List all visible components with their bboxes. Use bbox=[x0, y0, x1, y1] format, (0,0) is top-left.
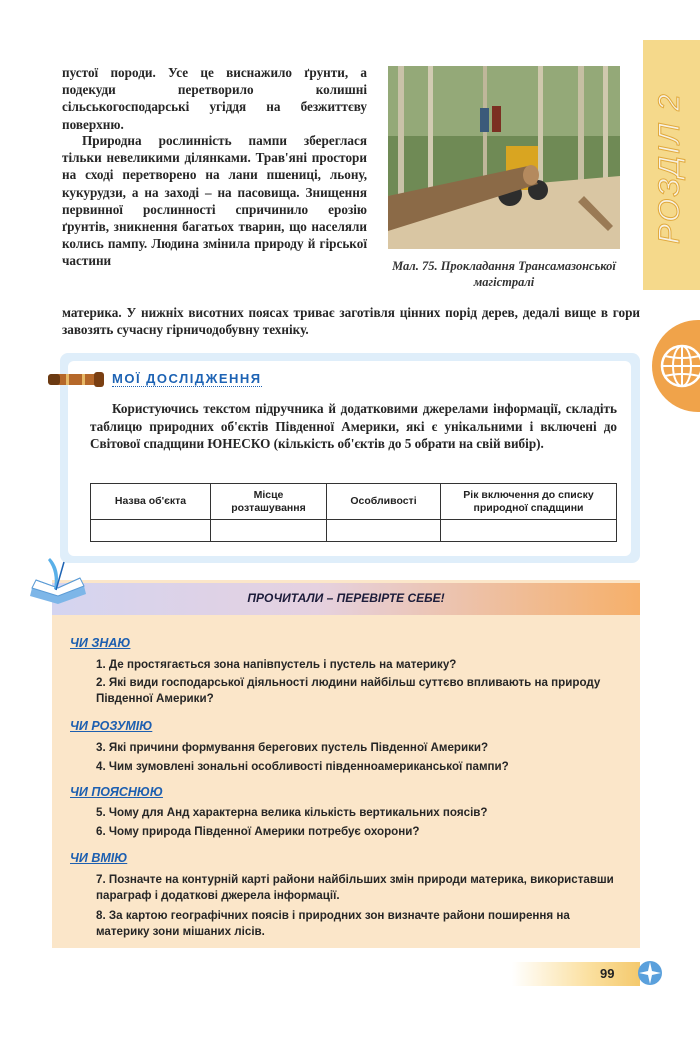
section-can: ЧИ ВМІЮ bbox=[70, 851, 128, 865]
road-construction-photo bbox=[388, 66, 620, 249]
paragraph-2: Природна рослинність пампи збереглася тільки невеликими ділянками. Трав'яні простори на сході перетворено на лани пшениці, льону, кукурудзи, а на заході – на пасовища. Знищення первинної рослинності спричинило ерозію ґрунтів, зникнення багатьох тварин, що населяли колись пампу. Людина змінила природу й гірської частини bbox=[62, 133, 367, 269]
question-3: 3. Які причини формування берегових пустель Південної Америки? bbox=[96, 741, 489, 754]
question-2: 2. Які види господарської діяльності людини найбільш суттєво впливають на природу Південної Америки? bbox=[96, 676, 601, 705]
globe-icon bbox=[660, 338, 700, 394]
figure-caption: Мал. 75. Прокладання Трансамазонської магістралі bbox=[392, 259, 616, 289]
research-task: Користуючись текстом підручника й додатковими джерелами інформації, складіть таблицю природних об'єктів Південної Америки, які є унікальними і включені до Світової спадщини ЮНЕСКО (кількість об'єктів до 5 обрати на свій вибір). bbox=[90, 401, 617, 451]
research-table bbox=[90, 483, 617, 542]
question-7: 7. Позначте на контурній карті райони найбільших змін природи материка, використавши параграф і додаткові джерела інформації. bbox=[96, 873, 614, 902]
section-explain: ЧИ ПОЯСНЮЮ bbox=[70, 785, 163, 799]
book-quill-icon bbox=[22, 556, 92, 616]
question-5: 5. Чому для Анд характерна велика кількість вертикальних поясів? bbox=[96, 806, 488, 819]
self-check-title: ПРОЧИТАЛИ – ПЕРЕВІРТЕ СЕБЕ! bbox=[247, 591, 445, 605]
table-header-year: Рік включення до списку природної спадщини bbox=[441, 484, 617, 520]
section-know: ЧИ ЗНАЮ bbox=[70, 636, 131, 650]
table-header-name: Назва об'єкта bbox=[91, 484, 211, 520]
paragraph-1: пустої породи. Усе це виснажило ґрунти, а подекуди перетворило колишні сільськогосподарські угіддя на безжиттєву поверхню. bbox=[62, 65, 367, 132]
table-header-features: Особливості bbox=[327, 484, 441, 520]
section-understand: ЧИ РОЗУМІЮ bbox=[70, 719, 153, 733]
paragraph-3: материка. У нижніх висотних поясах триває заготівля цінних порід дерев, дедалі вище в гори завозять сучасну гірничодобувну техніку. bbox=[62, 305, 640, 338]
compass-star-icon bbox=[637, 960, 663, 986]
research-title: МОЇ ДОСЛІДЖЕННЯ bbox=[112, 371, 262, 386]
page-number-bar bbox=[512, 962, 640, 986]
page-number: 99 bbox=[600, 966, 615, 981]
chapter-label: РОЗДІЛ 2 bbox=[653, 92, 686, 244]
question-6: 6. Чому природа Південної Америки потребує охорони? bbox=[96, 825, 420, 838]
question-4: 4. Чим зумовлені зональні особливості південноамериканської пампи? bbox=[96, 760, 509, 773]
table-row bbox=[91, 520, 617, 542]
table-header-location: Місце розташування bbox=[211, 484, 327, 520]
telescope-icon bbox=[44, 366, 108, 392]
question-8: 8. За картою географічних поясів і природних зон визначте райони поширення на материку зони мішаних лісів. bbox=[96, 909, 570, 938]
question-1: 1. Де простягається зона напівпустель і пустель на материку? bbox=[96, 658, 457, 671]
